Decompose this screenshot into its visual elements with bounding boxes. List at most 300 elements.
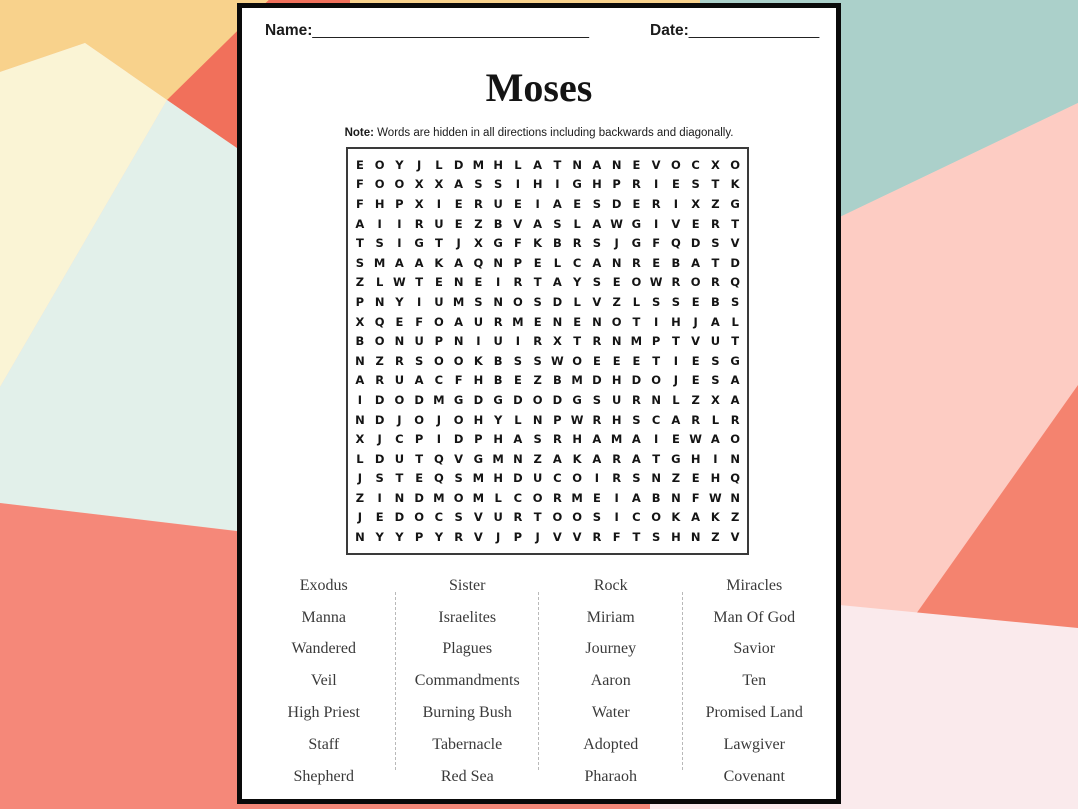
grid-letter: N	[651, 471, 661, 486]
grid-letter: N	[611, 255, 622, 270]
grid-letter: W	[709, 490, 722, 505]
grid-letter: E	[395, 314, 404, 329]
grid-letter: A	[355, 373, 365, 388]
grid-letter: O	[532, 490, 543, 505]
word-list-item: Water	[591, 704, 630, 722]
grid-letter: A	[710, 432, 720, 447]
grid-letter: N	[513, 451, 523, 466]
date-blank-line: ________________	[688, 22, 819, 39]
grid-letter: I	[555, 177, 560, 192]
word-list-item: Sister	[449, 576, 486, 594]
grid-letter: I	[397, 216, 402, 231]
grid-letter: F	[652, 236, 661, 251]
grid-letter: P	[434, 334, 444, 349]
grid-letter: H	[611, 373, 622, 388]
grid-letter: T	[711, 177, 720, 192]
grid-letter: V	[454, 451, 464, 466]
grid-letter: M	[433, 490, 445, 505]
grid-letter: V	[651, 157, 661, 172]
grid-letter: L	[514, 157, 522, 172]
page-title: Moses	[485, 65, 593, 110]
grid-letter: F	[612, 530, 621, 545]
grid-letter: L	[494, 490, 502, 505]
grid-letter: E	[434, 275, 443, 290]
grid-letter: Q	[730, 471, 741, 486]
grid-letter: R	[592, 334, 602, 349]
grid-letter: E	[533, 314, 542, 329]
grid-letter: Q	[374, 314, 385, 329]
grid-letter: Y	[395, 530, 404, 545]
grid-letter: P	[612, 177, 621, 192]
grid-letter: N	[493, 294, 503, 309]
grid-letter: A	[592, 216, 602, 231]
grid-letter: S	[592, 196, 602, 211]
grid-letter: T	[573, 334, 582, 349]
grid-letter: U	[434, 216, 444, 231]
grid-letter: I	[713, 451, 718, 466]
grid-letter: R	[612, 471, 622, 486]
grid-letter: W	[551, 353, 564, 368]
word-list-item: Covenant	[723, 767, 785, 785]
grid-letter: W	[649, 275, 663, 290]
grid-letter: D	[631, 373, 642, 388]
grid-letter: D	[374, 412, 385, 427]
grid-letter: V	[572, 530, 582, 545]
grid-letter: O	[572, 353, 583, 368]
worksheet-page	[237, 3, 841, 804]
grid-letter: A	[730, 392, 740, 407]
grid-letter: S	[474, 177, 483, 192]
grid-letter: C	[395, 432, 404, 447]
grid-letter: J	[397, 412, 402, 427]
grid-letter: J	[357, 510, 363, 525]
grid-letter: R	[631, 177, 641, 192]
grid-letter: P	[651, 334, 661, 349]
grid-letter: A	[552, 275, 562, 290]
grid-letter: M	[472, 490, 485, 505]
grid-letter: R	[730, 412, 740, 427]
grid-letter: A	[691, 255, 701, 270]
grid-letter: X	[434, 177, 444, 192]
grid-letter: G	[671, 451, 681, 466]
grid-letter: R	[493, 314, 503, 329]
grid-letter: T	[553, 157, 562, 172]
grid-letter: D	[592, 373, 602, 388]
grid-letter: N	[552, 314, 563, 329]
grid-letter: I	[653, 432, 659, 447]
grid-letter: N	[671, 490, 681, 505]
grid-letter: N	[394, 490, 405, 505]
grid-letter: I	[397, 236, 402, 251]
date-label: Date:	[650, 22, 689, 39]
grid-letter: N	[355, 353, 365, 368]
grid-letter: I	[476, 334, 481, 349]
grid-letter: Q	[730, 275, 741, 290]
grid-letter: U	[394, 451, 405, 466]
grid-letter: O	[453, 353, 464, 368]
grid-letter: I	[614, 490, 619, 505]
grid-letter: X	[355, 314, 365, 329]
grid-letter: D	[374, 392, 385, 407]
grid-letter: U	[473, 314, 484, 329]
grid-letter: G	[473, 451, 484, 466]
grid-letter: S	[454, 510, 463, 525]
grid-letter: Z	[355, 490, 365, 505]
grid-letter: J	[673, 373, 679, 388]
grid-letter: J	[535, 530, 540, 545]
grid-letter: H	[473, 412, 484, 427]
grid-letter: E	[573, 196, 582, 211]
word-list-item: Red Sea	[440, 767, 494, 785]
grid-letter: P	[414, 530, 424, 545]
word-list-item: Lawgiver	[723, 735, 785, 753]
word-list	[252, 570, 826, 793]
grid-letter: U	[493, 196, 503, 211]
grid-letter: O	[414, 510, 425, 525]
grid-letter: G	[572, 177, 582, 192]
grid-letter: A	[533, 216, 543, 231]
grid-letter: S	[553, 216, 562, 231]
grid-letter: K	[671, 510, 681, 525]
grid-letter: V	[592, 294, 602, 309]
grid-letter: P	[474, 432, 483, 447]
grid-letter: Z	[711, 196, 720, 211]
word-list-item: Shepherd	[293, 767, 354, 785]
grid-letter: B	[710, 294, 720, 309]
grid-letter: I	[653, 314, 659, 329]
grid-letter: R	[631, 255, 641, 270]
grid-letter: T	[395, 471, 404, 486]
grid-letter: R	[651, 196, 661, 211]
grid-letter: O	[532, 392, 543, 407]
grid-letter: T	[731, 216, 740, 231]
grid-letter: O	[572, 510, 583, 525]
grid-letter: I	[535, 196, 540, 211]
grid-letter: E	[474, 275, 483, 290]
grid-letter: Z	[474, 216, 483, 231]
grid-letter: P	[355, 294, 365, 309]
grid-letter: Z	[533, 373, 542, 388]
grid-letter: D	[552, 392, 563, 407]
grid-letter: S	[474, 294, 483, 309]
date-block	[650, 22, 819, 40]
grid-letter: D	[690, 236, 701, 251]
grid-letter: S	[711, 353, 720, 368]
grid-letter: S	[632, 412, 641, 427]
grid-letter: I	[377, 490, 382, 505]
grid-letter: J	[456, 236, 461, 251]
grid-letter: G	[493, 236, 503, 251]
word-list-item: Wandered	[291, 640, 356, 658]
note-body: Words are hidden in all directions including backwards and diagonally.	[373, 127, 734, 139]
grid-letter: Z	[533, 451, 542, 466]
column-divider	[395, 592, 396, 770]
grid-letter: X	[355, 432, 365, 447]
grid-letter: L	[573, 216, 581, 231]
grid-letter: F	[355, 196, 364, 211]
note-label: Note:	[344, 127, 374, 139]
word-column	[683, 570, 827, 793]
grid-letter: M	[571, 373, 583, 388]
grid-letter: O	[374, 157, 385, 172]
grid-letter: F	[513, 236, 522, 251]
grid-letter: A	[691, 510, 701, 525]
grid-letter: U	[434, 294, 444, 309]
grid-letter: O	[433, 314, 444, 329]
grid-letter: O	[730, 157, 741, 172]
grid-letter: T	[652, 451, 661, 466]
grid-letter: H	[493, 471, 503, 486]
grid-letter: V	[730, 530, 740, 545]
grid-letter: H	[710, 471, 721, 486]
grid-letter: S	[592, 392, 602, 407]
grid-letter: V	[730, 236, 740, 251]
grid-letter: B	[355, 334, 365, 349]
grid-letter: T	[434, 236, 443, 251]
grid-letter: T	[632, 314, 641, 329]
grid-letter: D	[374, 451, 385, 466]
grid-letter: I	[495, 275, 501, 290]
grid-letter: R	[710, 275, 720, 290]
grid-letter: I	[357, 392, 363, 407]
grid-letter: K	[572, 451, 582, 466]
word-list-item: Aaron	[590, 672, 631, 690]
grid-letter: O	[670, 157, 681, 172]
grid-letter: I	[653, 216, 659, 231]
grid-letter: M	[373, 255, 386, 270]
grid-letter: B	[493, 373, 503, 388]
grid-letter: P	[414, 432, 424, 447]
grid-letter: T	[533, 275, 542, 290]
grid-letter: O	[651, 373, 662, 388]
grid-letter: O	[572, 471, 583, 486]
grid-letter: C	[434, 373, 444, 388]
grid-letter: A	[631, 451, 641, 466]
grid-letter: S	[671, 294, 681, 309]
grid-letter: E	[632, 353, 641, 368]
grid-letter: F	[454, 373, 463, 388]
grid-letter: K	[730, 177, 740, 192]
grid-letter: S	[414, 353, 424, 368]
grid-letter: W	[570, 412, 584, 427]
grid-letter: S	[375, 236, 384, 251]
grid-letter: S	[711, 236, 720, 251]
grid-letter: R	[473, 196, 483, 211]
word-list-item: Promised Land	[705, 704, 803, 722]
grid-letter: H	[611, 412, 622, 427]
grid-letter: C	[572, 255, 582, 270]
grid-letter: D	[730, 255, 740, 270]
grid-letter: W	[689, 432, 702, 447]
grid-letter: W	[610, 216, 623, 231]
grid-letter: J	[357, 471, 363, 486]
grid-letter: R	[631, 392, 641, 407]
grid-letter: E	[454, 216, 463, 231]
grid-letter: P	[395, 196, 404, 211]
grid-letter: X	[414, 177, 424, 192]
grid-letter: N	[611, 157, 622, 172]
grid-letter: M	[610, 432, 623, 447]
grid-letter: V	[691, 334, 701, 349]
grid-letter: O	[552, 510, 563, 525]
grid-letter: G	[631, 236, 642, 251]
grid-letter: D	[552, 294, 563, 309]
grid-letter: E	[632, 196, 641, 211]
grid-letter: A	[631, 432, 641, 447]
grid-letter: M	[512, 314, 524, 329]
grid-letter: V	[671, 216, 681, 231]
grid-letter: M	[472, 157, 485, 172]
grid-letter: H	[374, 196, 385, 211]
grid-letter: I	[594, 471, 600, 486]
grid-letter: I	[416, 294, 422, 309]
grid-letter: G	[730, 353, 740, 368]
column-divider	[538, 592, 539, 770]
grid-letter: Y	[572, 275, 582, 290]
grid-letter: R	[513, 275, 523, 290]
grid-letter: O	[394, 177, 405, 192]
grid-letter: B	[651, 490, 661, 505]
grid-letter: H	[532, 177, 543, 192]
grid-letter: H	[671, 530, 681, 545]
grid-letter: A	[730, 373, 740, 388]
grid-letter: R	[552, 432, 562, 447]
grid-letter: U	[611, 392, 622, 407]
grid-letter: S	[533, 353, 542, 368]
grid-letter: Q	[473, 255, 484, 270]
grid-letter: M	[472, 471, 485, 486]
grid-letter: O	[730, 432, 741, 447]
word-list-item: Rock	[593, 576, 628, 594]
word-column	[252, 570, 396, 793]
grid-letter: P	[513, 255, 523, 270]
grid-letter: G	[414, 236, 424, 251]
grid-letter: C	[553, 471, 562, 486]
grid-letter: X	[473, 236, 483, 251]
grid-letter: G	[453, 392, 464, 407]
grid-letter: E	[671, 177, 680, 192]
grid-letter: F	[415, 314, 424, 329]
grid-letter: D	[473, 392, 484, 407]
grid-letter: Y	[395, 157, 404, 172]
grid-letter: E	[612, 275, 621, 290]
grid-letter: N	[690, 530, 701, 545]
grid-letter: W	[393, 275, 406, 290]
grid-letter: E	[691, 216, 700, 231]
grid-letter: J	[436, 412, 442, 427]
grid-letter: F	[355, 177, 364, 192]
grid-letter: N	[532, 412, 543, 427]
grid-letter: I	[673, 353, 679, 368]
grid-letter: N	[592, 314, 602, 329]
grid-letter: A	[592, 432, 602, 447]
grid-letter: N	[611, 334, 622, 349]
grid-letter: Y	[375, 530, 384, 545]
grid-letter: R	[394, 353, 404, 368]
grid-letter: Z	[671, 471, 681, 486]
grid-letter: I	[653, 177, 659, 192]
grid-letter: B	[552, 236, 562, 251]
grid-letter: R	[612, 451, 622, 466]
grid-letter: A	[355, 216, 365, 231]
grid-letter: E	[632, 157, 641, 172]
grid-letter: P	[513, 530, 523, 545]
grid-letter: L	[514, 412, 522, 427]
grid-letter: R	[592, 412, 602, 427]
grid-letter: E	[592, 353, 601, 368]
grid-letter: Y	[434, 530, 444, 545]
grid-letter: H	[493, 157, 503, 172]
grid-letter: U	[414, 334, 424, 349]
grid-letter: C	[434, 510, 444, 525]
grid-letter: K	[434, 255, 444, 270]
grid-letter: L	[553, 255, 562, 270]
grid-letter: R	[375, 373, 385, 388]
grid-letter: D	[513, 392, 523, 407]
grid-letter: N	[730, 490, 740, 505]
grid-letter: B	[552, 373, 562, 388]
grid-letter: S	[493, 177, 503, 192]
grid-letter: T	[355, 236, 364, 251]
word-list-item: Burning Bush	[422, 704, 512, 722]
grid-letter: Q	[433, 471, 444, 486]
grid-letter: T	[671, 334, 680, 349]
grid-letter: H	[671, 314, 681, 329]
grid-letter: V	[473, 530, 483, 545]
grid-letter: E	[691, 373, 700, 388]
grid-letter: I	[515, 177, 521, 192]
grid-letter: O	[414, 412, 425, 427]
grid-letter: C	[513, 490, 523, 505]
grid-letter: T	[711, 255, 720, 270]
grid-letter: H	[690, 451, 701, 466]
grid-letter: J	[416, 157, 422, 172]
grid-letter: X	[710, 392, 720, 407]
word-list-item: Pharaoh	[584, 767, 637, 785]
grid-letter: T	[652, 353, 661, 368]
word-list-item: Plagues	[442, 640, 493, 658]
grid-letter: Y	[493, 412, 503, 427]
word-list-item: Miriam	[586, 608, 635, 626]
grid-letter: E	[691, 353, 700, 368]
grid-letter: M	[452, 294, 465, 309]
grid-letter: S	[533, 432, 542, 447]
grid-letter: R	[671, 275, 681, 290]
grid-letter: E	[592, 490, 601, 505]
word-list-item: Israelites	[438, 608, 497, 626]
grid-letter: A	[454, 177, 464, 192]
word-search-grid	[346, 147, 749, 555]
grid-letter: F	[691, 490, 700, 505]
grid-letter: G	[730, 196, 740, 211]
grid-letter: V	[552, 530, 562, 545]
grid-letter: P	[553, 412, 562, 427]
grid-letter: O	[374, 334, 385, 349]
grid-letter: U	[493, 510, 503, 525]
grid-letter: S	[513, 353, 523, 368]
word-list-item: Commandments	[414, 672, 520, 690]
grid-letter: N	[572, 157, 582, 172]
grid-letter: U	[493, 334, 503, 349]
grid-letter: A	[454, 314, 464, 329]
grid-letter: O	[651, 510, 662, 525]
grid-letter: Z	[711, 530, 720, 545]
grid-letter: M	[630, 334, 643, 349]
grid-letter: S	[651, 530, 661, 545]
word-list-item: Adopted	[583, 735, 639, 753]
grid-letter: L	[731, 314, 739, 329]
grid-letter: I	[515, 334, 521, 349]
